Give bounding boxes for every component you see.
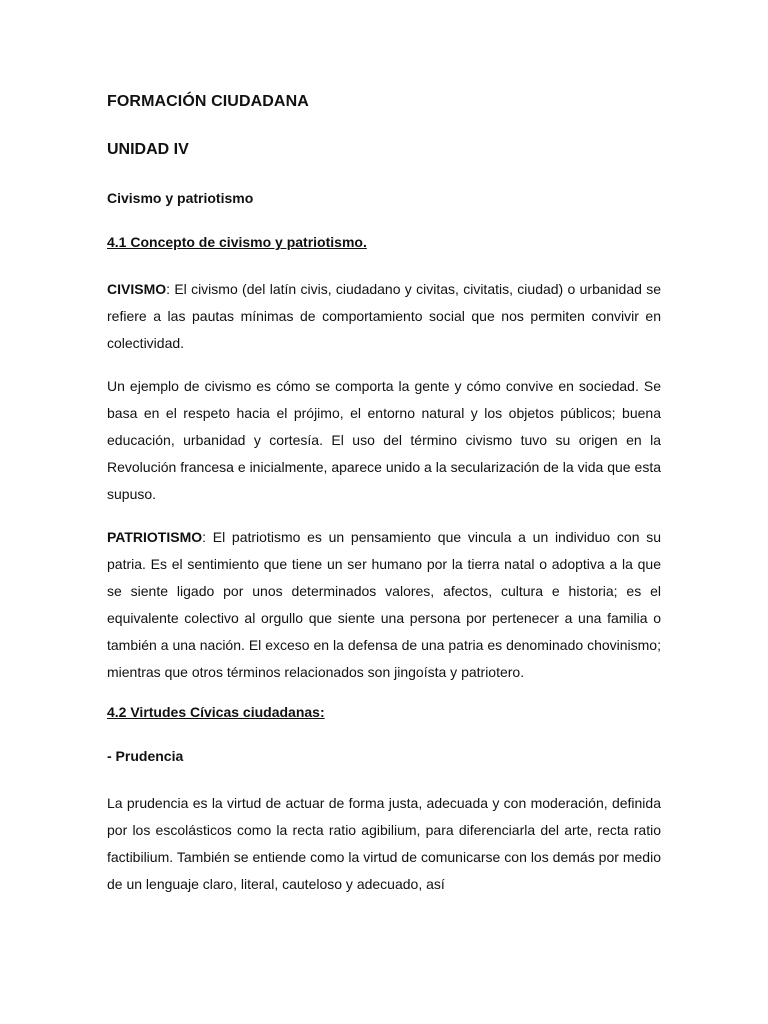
document-title: FORMACIÓN CIUDADANA	[107, 93, 309, 110]
subtitle: Civismo y patriotismo	[107, 190, 254, 206]
civismo-definition-text: : El civismo (del latín civis, ciudadano y civitas, civitatis, ciudad) o urbanidad se refiere a las pautas mínimas de comportamiento social que nos permiten convivir en colectividad.	[107, 281, 661, 351]
document-content	[107, 91, 661, 914]
civismo-example: Un ejemplo de civismo es cómo se comporta la gente y cómo convive en sociedad. Se basa en el respeto hacia el prójimo, el entorno natural y los objetos públicos; buena educación, urbanidad y cortesía. El uso del término civismo tuvo su origen en la Revolución francesa e inicialmente, aparece unido a la secularización de la vida que esta supuso.	[107, 378, 661, 502]
patriotismo-definition-text: : El patriotismo es un pensamiento que vincula a un individuo con su patria. Es el sentimiento que tiene un ser humano por la tierra natal o adoptiva a la que se siente ligado por unos determinados valores, afectos, cultura e historia; es el equivalente colectivo al orgullo que siente una persona por pertenecer a una familia o también a una nación. El exceso en la defensa de una patria es denominado chovinismo; mientras que otros términos relacionados son jingoísta y patriotero.	[107, 529, 661, 680]
patriotismo-definition	[107, 524, 661, 686]
virtue-heading-prudencia: - Prudencia	[107, 748, 184, 764]
patriotismo-term: PATRIOTISMO	[107, 529, 203, 545]
prudencia-text: La prudencia es la virtud de actuar de forma justa, adecuada y con moderación, definida por los escolásticos como la recta ratio agibilium, para diferenciarla del arte, recta ratio factibilium. También se entiende como la virtud de comunicarse con los demás por medio de un lenguaje claro, literal, cauteloso y adecuado, así	[107, 795, 661, 892]
section-heading-4-2: 4.2 Virtudes Cívicas ciudadanas:	[107, 704, 325, 720]
unit-heading: UNIDAD IV	[107, 141, 189, 158]
civismo-definition	[107, 276, 661, 357]
civismo-term: CIVISMO	[107, 281, 167, 297]
section-heading-4-1: 4.1 Concepto de civismo y patriotismo.	[107, 234, 367, 250]
